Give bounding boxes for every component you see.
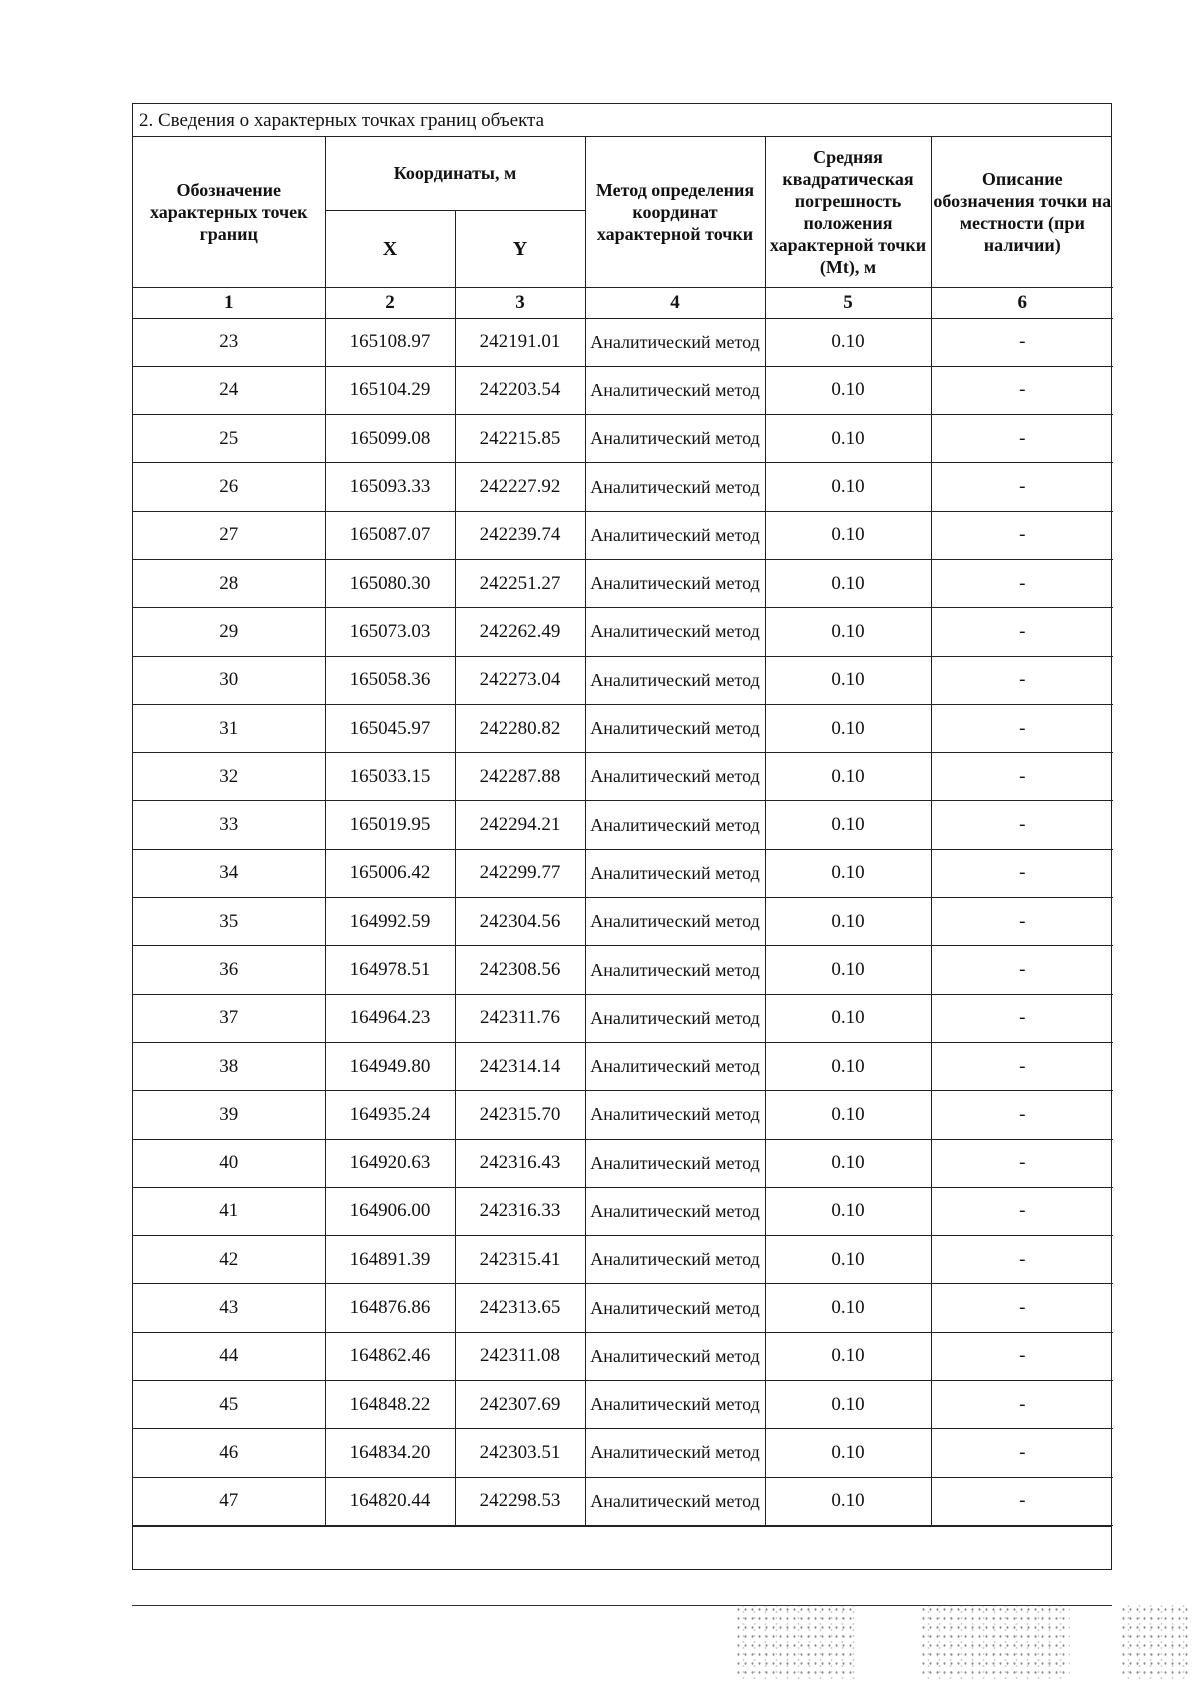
y-coordinate-cell: 242294.21 bbox=[455, 801, 585, 849]
point-cell: 32 bbox=[133, 753, 325, 801]
y-coordinate-cell: 242191.01 bbox=[455, 318, 585, 366]
scan-artifact-left bbox=[735, 1605, 855, 1680]
description-cell: - bbox=[931, 994, 1113, 1042]
x-coordinate-cell: 164862.46 bbox=[325, 1332, 455, 1380]
header-description: Описание обозначения точки на местности (при наличии) bbox=[931, 137, 1113, 287]
column-number-2: 2 bbox=[325, 287, 455, 318]
point-cell: 28 bbox=[133, 559, 325, 607]
table-row bbox=[133, 1236, 1113, 1284]
scan-artifact-middle bbox=[920, 1605, 1070, 1680]
y-coordinate-cell: 242273.04 bbox=[455, 656, 585, 704]
header-point-designation: Обозначение характерных точек границ bbox=[133, 137, 325, 287]
x-coordinate-cell: 165058.36 bbox=[325, 656, 455, 704]
point-cell: 25 bbox=[133, 415, 325, 463]
point-cell: 34 bbox=[133, 849, 325, 897]
error-cell: 0.10 bbox=[765, 656, 931, 704]
method-cell: Аналитический метод bbox=[585, 1042, 765, 1090]
table-row bbox=[133, 1042, 1113, 1090]
table-row bbox=[133, 898, 1113, 946]
y-coordinate-cell: 242315.41 bbox=[455, 1236, 585, 1284]
x-coordinate-cell: 164891.39 bbox=[325, 1236, 455, 1284]
description-cell: - bbox=[931, 318, 1113, 366]
point-cell: 40 bbox=[133, 1139, 325, 1187]
point-cell: 30 bbox=[133, 656, 325, 704]
error-cell: 0.10 bbox=[765, 463, 931, 511]
point-cell: 36 bbox=[133, 946, 325, 994]
point-cell: 41 bbox=[133, 1187, 325, 1235]
x-coordinate-cell: 164964.23 bbox=[325, 994, 455, 1042]
error-cell: 0.10 bbox=[765, 994, 931, 1042]
x-coordinate-cell: 164920.63 bbox=[325, 1139, 455, 1187]
description-cell: - bbox=[931, 1477, 1113, 1525]
method-cell: Аналитический метод bbox=[585, 849, 765, 897]
table-row bbox=[133, 511, 1113, 559]
method-cell: Аналитический метод bbox=[585, 463, 765, 511]
description-cell: - bbox=[931, 656, 1113, 704]
x-coordinate-cell: 165073.03 bbox=[325, 608, 455, 656]
point-cell: 31 bbox=[133, 704, 325, 752]
point-cell: 26 bbox=[133, 463, 325, 511]
x-coordinate-cell: 165087.07 bbox=[325, 511, 455, 559]
point-cell: 44 bbox=[133, 1332, 325, 1380]
y-coordinate-cell: 242313.65 bbox=[455, 1284, 585, 1332]
point-cell: 39 bbox=[133, 1091, 325, 1139]
table-row bbox=[133, 318, 1113, 366]
point-cell: 46 bbox=[133, 1429, 325, 1477]
point-cell: 33 bbox=[133, 801, 325, 849]
scan-artifact-right bbox=[1120, 1605, 1190, 1680]
table-row bbox=[133, 1187, 1113, 1235]
method-cell: Аналитический метод bbox=[585, 1381, 765, 1429]
method-cell: Аналитический метод bbox=[585, 1091, 765, 1139]
description-cell: - bbox=[931, 898, 1113, 946]
point-cell: 24 bbox=[133, 366, 325, 414]
description-cell: - bbox=[931, 415, 1113, 463]
table-row bbox=[133, 1381, 1113, 1429]
point-cell: 42 bbox=[133, 1236, 325, 1284]
method-cell: Аналитический метод bbox=[585, 946, 765, 994]
table-row bbox=[133, 946, 1113, 994]
method-cell: Аналитический метод bbox=[585, 366, 765, 414]
description-cell: - bbox=[931, 1187, 1113, 1235]
x-coordinate-cell: 164834.20 bbox=[325, 1429, 455, 1477]
x-coordinate-cell: 165080.30 bbox=[325, 559, 455, 607]
error-cell: 0.10 bbox=[765, 1429, 931, 1477]
boundary-points-form bbox=[132, 103, 1112, 1570]
method-cell: Аналитический метод bbox=[585, 608, 765, 656]
table-row bbox=[133, 559, 1113, 607]
description-cell: - bbox=[931, 608, 1113, 656]
point-cell: 35 bbox=[133, 898, 325, 946]
y-coordinate-cell: 242315.70 bbox=[455, 1091, 585, 1139]
error-cell: 0.10 bbox=[765, 801, 931, 849]
description-cell: - bbox=[931, 849, 1113, 897]
error-cell: 0.10 bbox=[765, 1477, 931, 1525]
table-row bbox=[133, 753, 1113, 801]
y-coordinate-cell: 242311.76 bbox=[455, 994, 585, 1042]
table-row bbox=[133, 849, 1113, 897]
description-cell: - bbox=[931, 1284, 1113, 1332]
description-cell: - bbox=[931, 1139, 1113, 1187]
error-cell: 0.10 bbox=[765, 559, 931, 607]
y-coordinate-cell: 242298.53 bbox=[455, 1477, 585, 1525]
point-cell: 38 bbox=[133, 1042, 325, 1090]
error-cell: 0.10 bbox=[765, 946, 931, 994]
method-cell: Аналитический метод bbox=[585, 415, 765, 463]
table-row bbox=[133, 801, 1113, 849]
description-cell: - bbox=[931, 1429, 1113, 1477]
x-coordinate-cell: 165019.95 bbox=[325, 801, 455, 849]
point-cell: 27 bbox=[133, 511, 325, 559]
error-cell: 0.10 bbox=[765, 415, 931, 463]
point-cell: 43 bbox=[133, 1284, 325, 1332]
header-method: Метод определения координат характерной точки bbox=[585, 137, 765, 287]
header-coordinates: Координаты, м bbox=[325, 137, 585, 210]
description-cell: - bbox=[931, 704, 1113, 752]
error-cell: 0.10 bbox=[765, 1187, 931, 1235]
table-body bbox=[133, 318, 1113, 1525]
x-coordinate-cell: 165099.08 bbox=[325, 415, 455, 463]
table-row bbox=[133, 1139, 1113, 1187]
description-cell: - bbox=[931, 1042, 1113, 1090]
point-cell: 37 bbox=[133, 994, 325, 1042]
table-row bbox=[133, 1429, 1113, 1477]
method-cell: Аналитический метод bbox=[585, 1477, 765, 1525]
boundary-points-table bbox=[133, 137, 1113, 1526]
y-coordinate-cell: 242262.49 bbox=[455, 608, 585, 656]
description-cell: - bbox=[931, 366, 1113, 414]
y-coordinate-cell: 242304.56 bbox=[455, 898, 585, 946]
column-number-5: 5 bbox=[765, 287, 931, 318]
x-coordinate-cell: 164935.24 bbox=[325, 1091, 455, 1139]
method-cell: Аналитический метод bbox=[585, 511, 765, 559]
method-cell: Аналитический метод bbox=[585, 1236, 765, 1284]
y-coordinate-cell: 242239.74 bbox=[455, 511, 585, 559]
table-row bbox=[133, 1091, 1113, 1139]
method-cell: Аналитический метод bbox=[585, 318, 765, 366]
y-coordinate-cell: 242227.92 bbox=[455, 463, 585, 511]
description-cell: - bbox=[931, 1381, 1113, 1429]
error-cell: 0.10 bbox=[765, 898, 931, 946]
section-title: 2. Сведения о характерных точках границ объекта bbox=[133, 104, 1111, 137]
y-coordinate-cell: 242280.82 bbox=[455, 704, 585, 752]
error-cell: 0.10 bbox=[765, 318, 931, 366]
y-coordinate-cell: 242203.54 bbox=[455, 366, 585, 414]
error-cell: 0.10 bbox=[765, 1236, 931, 1284]
method-cell: Аналитический метод bbox=[585, 898, 765, 946]
y-coordinate-cell: 242316.33 bbox=[455, 1187, 585, 1235]
error-cell: 0.10 bbox=[765, 1284, 931, 1332]
error-cell: 0.10 bbox=[765, 1042, 931, 1090]
table-row bbox=[133, 704, 1113, 752]
y-coordinate-cell: 242251.27 bbox=[455, 559, 585, 607]
y-coordinate-cell: 242215.85 bbox=[455, 415, 585, 463]
y-coordinate-cell: 242303.51 bbox=[455, 1429, 585, 1477]
y-coordinate-cell: 242314.14 bbox=[455, 1042, 585, 1090]
y-coordinate-cell: 242311.08 bbox=[455, 1332, 585, 1380]
header-x: X bbox=[325, 210, 455, 287]
method-cell: Аналитический метод bbox=[585, 704, 765, 752]
column-number-4: 4 bbox=[585, 287, 765, 318]
x-coordinate-cell: 164906.00 bbox=[325, 1187, 455, 1235]
method-cell: Аналитический метод bbox=[585, 1429, 765, 1477]
table-row bbox=[133, 1284, 1113, 1332]
error-cell: 0.10 bbox=[765, 753, 931, 801]
description-cell: - bbox=[931, 946, 1113, 994]
x-coordinate-cell: 165045.97 bbox=[325, 704, 455, 752]
description-cell: - bbox=[931, 1236, 1113, 1284]
error-cell: 0.10 bbox=[765, 1381, 931, 1429]
y-coordinate-cell: 242316.43 bbox=[455, 1139, 585, 1187]
point-cell: 47 bbox=[133, 1477, 325, 1525]
error-cell: 0.10 bbox=[765, 1091, 931, 1139]
column-number-1: 1 bbox=[133, 287, 325, 318]
description-cell: - bbox=[931, 753, 1113, 801]
method-cell: Аналитический метод bbox=[585, 801, 765, 849]
x-coordinate-cell: 164992.59 bbox=[325, 898, 455, 946]
table-row bbox=[133, 366, 1113, 414]
description-cell: - bbox=[931, 801, 1113, 849]
table-trailer-row bbox=[133, 1526, 1111, 1561]
method-cell: Аналитический метод bbox=[585, 994, 765, 1042]
description-cell: - bbox=[931, 559, 1113, 607]
method-cell: Аналитический метод bbox=[585, 1284, 765, 1332]
y-coordinate-cell: 242299.77 bbox=[455, 849, 585, 897]
method-cell: Аналитический метод bbox=[585, 753, 765, 801]
x-coordinate-cell: 165006.42 bbox=[325, 849, 455, 897]
description-cell: - bbox=[931, 1091, 1113, 1139]
method-cell: Аналитический метод bbox=[585, 1187, 765, 1235]
x-coordinate-cell: 165104.29 bbox=[325, 366, 455, 414]
y-coordinate-cell: 242308.56 bbox=[455, 946, 585, 994]
column-number-6: 6 bbox=[931, 287, 1113, 318]
description-cell: - bbox=[931, 1332, 1113, 1380]
y-coordinate-cell: 242287.88 bbox=[455, 753, 585, 801]
table-row bbox=[133, 608, 1113, 656]
description-cell: - bbox=[931, 463, 1113, 511]
x-coordinate-cell: 164949.80 bbox=[325, 1042, 455, 1090]
point-cell: 29 bbox=[133, 608, 325, 656]
table-row bbox=[133, 1332, 1113, 1380]
description-cell: - bbox=[931, 511, 1113, 559]
table-row bbox=[133, 415, 1113, 463]
x-coordinate-cell: 165108.97 bbox=[325, 318, 455, 366]
x-coordinate-cell: 165033.15 bbox=[325, 753, 455, 801]
table-row bbox=[133, 994, 1113, 1042]
table-row bbox=[133, 1477, 1113, 1525]
error-cell: 0.10 bbox=[765, 366, 931, 414]
x-coordinate-cell: 164876.86 bbox=[325, 1284, 455, 1332]
table-row bbox=[133, 463, 1113, 511]
header-error: Средняя квадратическая погрешность положения характерной точки (Mt), м bbox=[765, 137, 931, 287]
point-cell: 45 bbox=[133, 1381, 325, 1429]
y-coordinate-cell: 242307.69 bbox=[455, 1381, 585, 1429]
table-row bbox=[133, 656, 1113, 704]
error-cell: 0.10 bbox=[765, 849, 931, 897]
error-cell: 0.10 bbox=[765, 1332, 931, 1380]
x-coordinate-cell: 164848.22 bbox=[325, 1381, 455, 1429]
x-coordinate-cell: 164978.51 bbox=[325, 946, 455, 994]
error-cell: 0.10 bbox=[765, 1139, 931, 1187]
error-cell: 0.10 bbox=[765, 704, 931, 752]
header-y: Y bbox=[455, 210, 585, 287]
method-cell: Аналитический метод bbox=[585, 656, 765, 704]
x-coordinate-cell: 164820.44 bbox=[325, 1477, 455, 1525]
x-coordinate-cell: 165093.33 bbox=[325, 463, 455, 511]
point-cell: 23 bbox=[133, 318, 325, 366]
error-cell: 0.10 bbox=[765, 511, 931, 559]
error-cell: 0.10 bbox=[765, 608, 931, 656]
method-cell: Аналитический метод bbox=[585, 1332, 765, 1380]
method-cell: Аналитический метод bbox=[585, 559, 765, 607]
method-cell: Аналитический метод bbox=[585, 1139, 765, 1187]
column-number-3: 3 bbox=[455, 287, 585, 318]
